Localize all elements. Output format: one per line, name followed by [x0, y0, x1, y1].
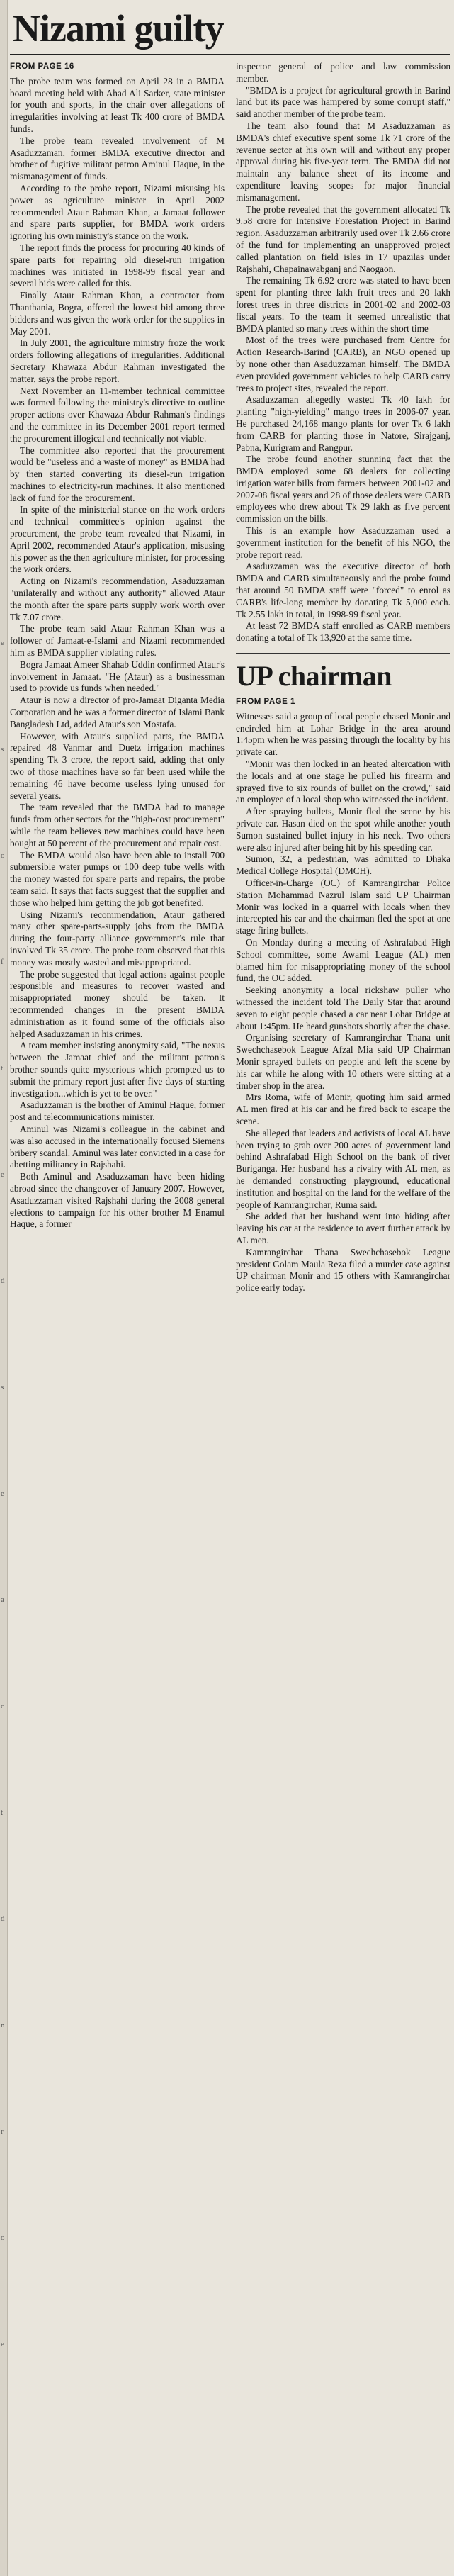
paragraph: Both Aminul and Asaduzzaman have been hiding abroad since the changeover of January 2007. However, Asaduzzaman visited Rajshahi during the 2008 general elections to campaign for his other brother M Enamul Haque, a former — [10, 1171, 225, 1230]
paragraph: Asaduzzaman is the brother of Aminul Haque, former post and telecommunications minister. — [10, 1099, 225, 1123]
edge-fragment: a — [1, 1596, 4, 1604]
edge-fragment: s — [1, 1383, 4, 1391]
edge-fragment: o — [1, 851, 5, 860]
article-body-left — [10, 76, 225, 1231]
adjacent-column-edge — [0, 0, 8, 2576]
article2-body — [236, 711, 450, 1294]
paragraph: Finally Ataur Rahman Khan, a contractor from Thanthania, Bogra, offered the lowest bid among three bidders and was given the work order for the supplies in May 2001. — [10, 290, 225, 337]
paragraph: The remaining Tk 6.92 crore was stated to have been spent for planting three lakh fruit trees and 20 lakh forest trees in three districts in 2001-02 and 2002-03 fiscal years. To the team it seemed unrealistic that BMDA planted so many trees within the short time — [236, 275, 450, 334]
paragraph: However, with Ataur's supplied parts, the BMDA repaired 48 Vanmar and Duetz irrigation machines spending Tk 3 crore, the report said, adding that only two of those machines have so far been used while the remaining 46 have become useless lying unused for several years. — [10, 730, 225, 801]
section-divider — [236, 653, 450, 654]
edge-fragment: d — [1, 1277, 5, 1285]
article-columns — [10, 61, 450, 1294]
edge-fragment: d — [1, 1915, 5, 1923]
headline-nizami-guilty: Nizami guilty — [13, 7, 224, 50]
paragraph: The probe suggested that legal actions against people responsible and measures to recover wasted and misappropriated money should be taken. It recommended changes in the present BMDA administration as it found some of the officials also helped Asaduzzaman in his crimes. — [10, 968, 225, 1039]
paragraph: She added that her husband went into hiding after leaving his car at the residence to avert further attack by AL men. — [236, 1211, 450, 1245]
paragraph: At least 72 BMDA staff enrolled as CARB members donating a total of Tk 13,920 at the same time. — [236, 620, 450, 644]
edge-fragment: e — [1, 1489, 4, 1498]
edge-fragment: e — [1, 1170, 4, 1179]
paragraph: Witnesses said a group of local people chased Monir and encircled him at Lohar Bridge in the area around 1:45pm when he was passing through the locality by his private car. — [236, 710, 450, 758]
paragraph: "BMDA is a project for agricultural growth in Barind land but its pace was hampered by some corrupt staff," said another member of the probe team. — [236, 84, 450, 120]
paragraph: The committee also reported that the procurement would be "useless and a waste of money" as BMDA had by then started converting its diesel-run irrigation machines to electricity-run machines. It also mentioned lack of fund for the procurement. — [10, 444, 225, 503]
dateline: FROM PAGE 16 — [10, 62, 74, 71]
paragraph: According to the probe report, Nizami misusing his power as agriculture minister in April 2002 recommended Ataur Rahman Khan, a Jamaat follower and spare parts supplier, for BMDA work orders ignoring his own ministry's stance on the work. — [10, 182, 225, 242]
paragraph: Mrs Roma, wife of Monir, quoting him said armed AL men fired at his car and he fired back to escape the scene. — [236, 1092, 450, 1126]
paragraph: After spraying bullets, Monir fled the scene by his private car. Hasan died on the spot while another youth Sumon sustained bullet injury in his neck. Two others were also injured after being hit by his speeding car. — [236, 806, 450, 853]
paragraph: Using Nizami's recommendation, Ataur gathered many other spare-parts-supply jobs from the BMDA during the four-party alliance government's rule that involved Tk 35 crore. The probe team observed that this money was mostly wasted and misappropriated. — [10, 909, 225, 968]
edge-fragment: o — [1, 2234, 5, 2242]
paragraph: Acting on Nizami's recommendation, Asaduzzaman "unilaterally and without any authority" allowed Ataur the month after the spare parts supply work worth over Tk 7.07 crore. — [10, 576, 225, 622]
paragraph: Most of the trees were purchased from Centre for Action Research-Barind (CARB), an NGO opened up by none other than Asaduzzaman himself. The BMDA even provided government vehicles to help CARB carry trees to project sites, revealed the report. — [236, 335, 450, 393]
edge-fragment: n — [1, 2021, 5, 2029]
paragraph: Bogra Jamaat Ameer Shahab Uddin confirmed Ataur's involvement in Jamaat. "He (Ataur) as a businessman used to provide us funds when needed." — [10, 659, 225, 694]
article-body-right — [236, 61, 450, 644]
column-right — [236, 61, 450, 1294]
headline-up-chairman: UP chairman — [236, 660, 392, 693]
paragraph: The probe found another stunning fact that the BMDA employed some 68 dealers for collecting irrigation water bills from farmers between 2001-02 and 2007-08 fiscal years and 28 of those dealers were CARB employees who drew about Tk 29 lakh as five percent commission on the bills. — [236, 454, 450, 525]
paragraph: The probe team was formed on April 28 in a BMDA board meeting held with Ahad Ali Sarker, state minister for youth and sports, in the chair over allegations of irregularities involving at least Tk 400 crore of BMDA funds. — [10, 75, 225, 134]
paragraph: Officer-in-Charge (OC) of Kamrangirchar Police Station Mohammad Nazrul Islam said UP Chairman Monir was locked in a quarrel with locals when they intercepted his car and the chairman fled the spot at one stage firing bullets. — [236, 878, 450, 936]
edge-fragment: r — [1, 2127, 4, 2136]
paragraph: The BMDA would also have been able to install 700 submersible water pumps or 100 deep tube wells with the money wasted for spare parts and repairs, the probe team said. It says that facts suggest that the supplier and those who helped him getting the job got benefited. — [10, 849, 225, 908]
paragraph: inspector general of police and law commission member. — [236, 61, 450, 84]
paragraph: Organising secretary of Kamrangirchar Thana unit Swechchasebok League Afzal Mia said UP Chairman Monir sprayed bullets on people and left the scene by his car while he along with 10 others were sitting at a timber shop in the area. — [236, 1032, 450, 1091]
dateline-2: FROM PAGE 1 — [236, 698, 295, 707]
paragraph: The probe team said Ataur Rahman Khan was a follower of Jamaat-e-Islami and Nizami recommended him as BMDA supplier violating rules. — [10, 623, 225, 659]
paragraph: This is an example how Asaduzzaman used a government institution for the benefit of his NGO, the probe report read. — [236, 525, 450, 560]
paragraph: The probe team revealed involvement of M Asaduzzaman, former BMDA executive director and brother of fugitive militant patron Aminul Haque, in the mismanagement of funds. — [10, 135, 225, 182]
edge-fragment: f — [1, 958, 4, 966]
paragraph: The probe revealed that the government allocated Tk 9.58 crore for Intensive Forestation Project in Barind region. Asaduzzaman arbitrarily used over Tk 2.66 crore of the fund for implementing an unapproved project called plantation on field isles in 17 upazilas under Rajshahi, Chapainawabganj and Naogaon. — [236, 203, 450, 274]
newspaper-page — [10, 0, 450, 2576]
paragraph: The report finds the process for procuring 40 kinds of spare parts for repairing old diesel-run irrigation machines was initiated in 1998-99 fiscal year and several bids were called for this. — [10, 242, 225, 289]
paragraph: In July 2001, the agriculture ministry froze the work orders following allegations of irregularities. Additional Secretary Khawaza Abdur Rahman investigated the matter, says the probe report. — [10, 337, 225, 384]
paragraph: Asaduzzaman allegedly wasted Tk 40 lakh for planting "high-yielding" mango trees in 2006-07 year. He purchased 24,168 mango plants for over Tk 6 lakh from CARB for planting those in Natore, Sirajganj, Pabna, Kurigram and Rangpur. — [236, 394, 450, 453]
paragraph: Ataur is now a director of pro-Jamaat Diganta Media Corporation and he was a former director of Islami Bank Bangladesh Ltd, added Ataur's son Mostafa. — [10, 695, 225, 729]
headline-rule — [10, 54, 450, 55]
edge-fragment: t — [1, 1064, 4, 1073]
column-left — [10, 61, 225, 1294]
paragraph: Kamrangirchar Thana Swechchasebok League president Golam Maula Reza filed a murder case against UP chairman Monir and 15 others with Kamrangirchar police early today. — [236, 1246, 450, 1294]
edge-fragment: c — [1, 1702, 4, 1710]
paragraph: On Monday during a meeting of Ashrafabad High School committee, some Awami League (AL) men blamed him for misappropriating money of the school fund, the OC added. — [236, 936, 450, 984]
edge-fragment: e — [1, 2340, 4, 2348]
edge-fragment: e — [1, 639, 4, 647]
paragraph: "Monir was then locked in an heated altercation with the locals and at one stage he pulled his firearm and sprayed five to six rounds of bullet on the crowd," said an employee of a local shop who witnessed the incident. — [236, 758, 450, 805]
paragraph: In spite of the ministerial stance on the work orders and technical committee's opinion against the procurement, the probe team revealed that Nizami, in April 2002, recommended Ataur's application, misusing his power as the then agriculture minister, for processing the work orders. — [10, 504, 225, 575]
paragraph: The team also found that M Asaduzzaman as BMDA's chief executive spent some Tk 71 crore of the revenue sector at his own will and without any proper approval during his five-year term. The BMDA did not maintain any balance sheet of its income and expenditure leaving scopes for major financial mismanagement. — [236, 120, 450, 203]
paragraph: A team member insisting anonymity said, "The nexus between the Jamaat chief and the militant patron's brother sounds quite mysterious which prompted us to submit the primary report just after five days of starting investigation...which is yet to be over." — [10, 1040, 225, 1099]
paragraph: She alleged that leaders and activists of local AL have been trying to grab over 200 acres of government land behind Ashrafabad High School on the bank of river Buriganga. Her husband has a rivalry with AL men, as he demanded constructing playground, educational institution and hospital on the land for the welfare of the people of Kamrangirchar, Ruma said. — [236, 1127, 450, 1210]
paragraph: Sumon, 32, a pedestrian, was admitted to Dhaka Medical College Hospital (DMCH). — [236, 853, 450, 877]
paragraph: Seeking anonymity a local rickshaw puller who witnessed the incident told The Daily Star that around seven to eight people chased a car near Lohar Bridge at about 1:45pm. He heard gunshots shortly after the chase. — [236, 985, 450, 1031]
paragraph: Asaduzzaman was the executive director of both BMDA and CARB simultaneously and the probe found that around 50 BMDA staff were "forced" to enrol as CARB's life-long member by donating Tk 5,000 each. Tk 2.55 lakh in total, in 1998-99 fiscal year. — [236, 561, 450, 620]
edge-fragment: s — [1, 745, 4, 754]
paragraph: Aminul was Nizami's colleague in the cabinet and was also accused in the internationally focused Siemens bribery scandal. Aminul was later convicted in a case for abetting militancy in Rajshahi. — [10, 1123, 225, 1170]
edge-fragment: t — [1, 1808, 4, 1817]
paragraph: Next November an 11-member technical committee was formed following the ministry's directive to outline proper actions over Khawaza Abdur Rahman's findings and the committee in its December 2001 report termed the procurement illogical and technically not viable. — [10, 385, 225, 444]
paragraph: The team revealed that the BMDA had to manage funds from other sectors for the "high-cost procurement" while the team believes new machines could have been bought at 50 percent of the procurement and repair cost. — [10, 802, 225, 849]
